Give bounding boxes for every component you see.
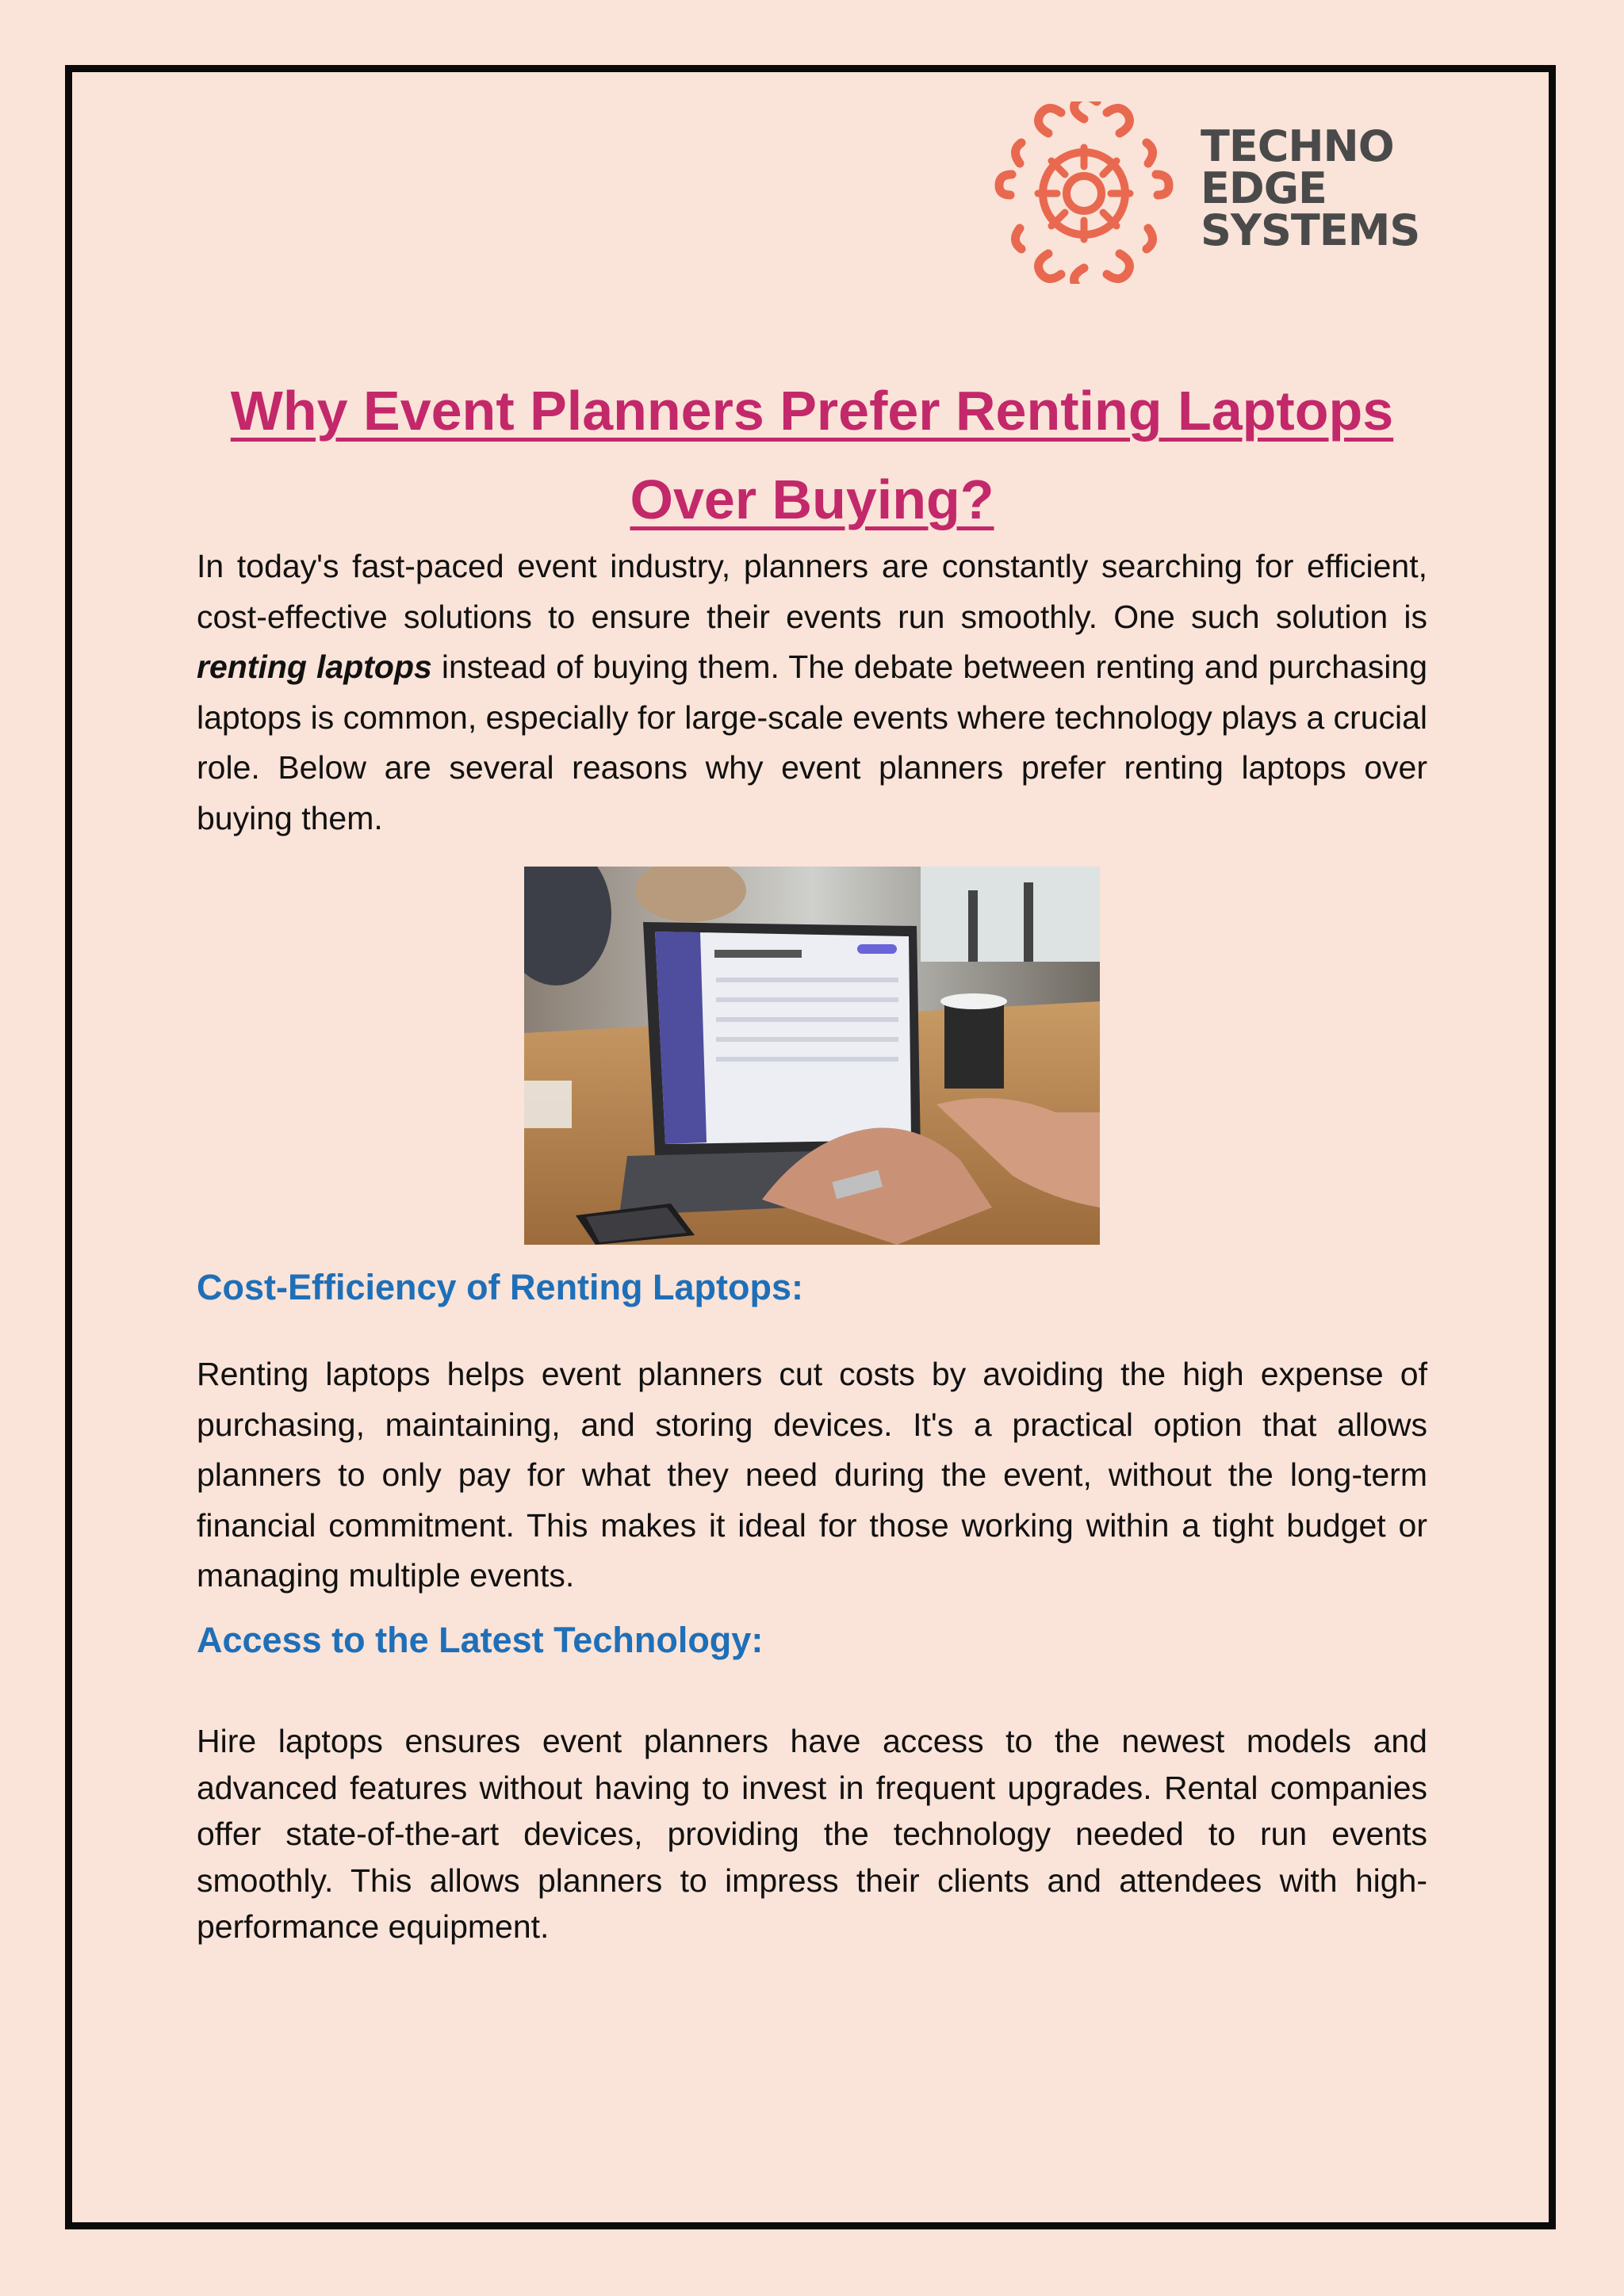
- section-body-latest-technology: Hire laptops ensures event planners have access to the newest models and advanced features without having to invest in frequent upgrades. Rental companies offer state-of-the-art devices, providing the technology needed to run events smoothly. This allows planners to impress their clients and attendees with high-performance equipment.: [197, 1723, 1427, 1945]
- intro-emphasis: renting laptops: [197, 649, 432, 685]
- company-logo: [993, 101, 1420, 284]
- section-body-cost-efficiency: Renting laptops helps event planners cut costs by avoiding the high expense of purchasing, maintaining, and storing devices. It's a practical option that allows planners to only pay for what they need during the event, without the long-term financial commitment. This makes it ideal for those working within a tight budget or managing multiple events.: [197, 1356, 1427, 1594]
- logo-line-1: TECHNO: [1201, 121, 1394, 171]
- section-heading-latest-technology: Access to the Latest Technology:: [197, 1620, 764, 1660]
- intro-text-before: In today's fast-paced event industry, planners are constantly searching for efficient, cost-effective solutions to ensure their events run smoothly. One such solution is: [197, 548, 1427, 635]
- page-title: Why Event Planners Prefer Renting Laptops Over Buying?: [230, 380, 1394, 530]
- laptop-photo: [524, 867, 1100, 1245]
- logo-mark-icon: [993, 101, 1183, 284]
- intro-text-after: instead of buying them. The debate between renting and purchasing laptops is common, especially for large-scale events where technology plays a crucial role. Below are several reasons why event planners prefer renting laptops over buying them.: [197, 649, 1427, 836]
- logo-line-2: EDGE: [1201, 163, 1327, 213]
- logo-line-3: SYSTEMS: [1201, 205, 1420, 255]
- section-heading-cost-efficiency: Cost-Efficiency of Renting Laptops:: [197, 1267, 803, 1307]
- logo-wordmark: [1201, 121, 1420, 255]
- intro-paragraph: [197, 541, 1427, 844]
